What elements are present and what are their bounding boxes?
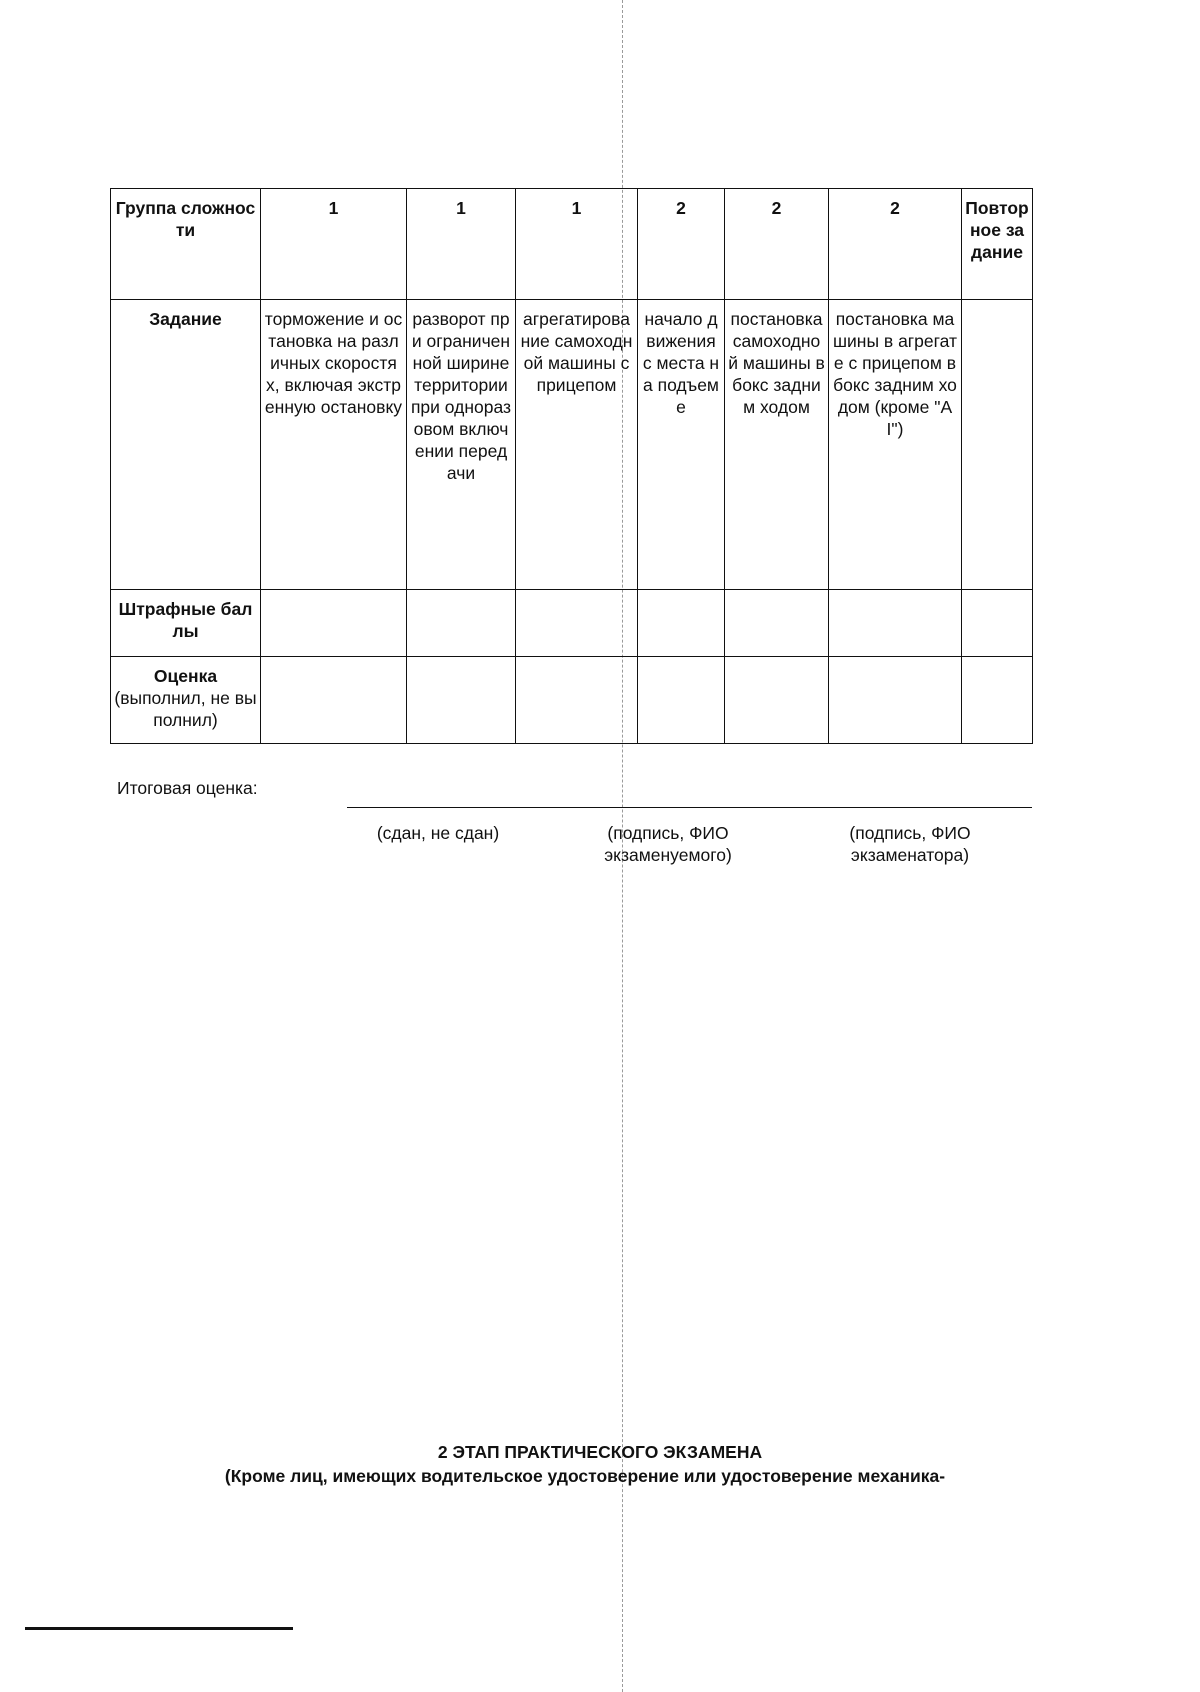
- grade-cell: [962, 657, 1033, 744]
- stage2-subtitle: (Кроме лиц, имеющих водительское удостоверение или удостоверение механика-: [224, 1466, 946, 1486]
- task-cell-6: постановка машины в агрегате с прицепом в бокс задним ходом (кроме "AI"): [829, 300, 962, 590]
- examiner-signature-caption: (подпись, ФИО экзаменатора): [849, 823, 971, 865]
- grade-label-note: (выполнил, не выполнил): [114, 688, 257, 730]
- penalty-cell: [638, 590, 725, 657]
- final-grade-label: Итоговая оценка:: [117, 778, 258, 798]
- stage2-title: 2 ЭТАП ПРАКТИЧЕСКОГО ЭКЗАМЕНА: [437, 1442, 763, 1462]
- result-caption: (сдан, не сдан): [376, 823, 500, 843]
- group-cell-2: 1: [407, 189, 516, 300]
- exam-table: [110, 188, 1033, 744]
- penalty-cell: [962, 590, 1033, 657]
- task-cell-2: разворот при ограниченной ширине территории при одноразовом включении передачи: [407, 300, 516, 590]
- penalty-cell: [725, 590, 829, 657]
- grade-cell: [261, 657, 407, 744]
- complexity-group-row: [111, 189, 1033, 300]
- signature-line: [347, 807, 1032, 808]
- task-cell-1: торможение и остановка на различных скоростях, включая экстренную остановку: [261, 300, 407, 590]
- task-cell-4: начало движения с места на подъеме: [638, 300, 725, 590]
- penalty-cell: [516, 590, 638, 657]
- task-cell-3: агрегатирование самоходной машины с прицепом: [516, 300, 638, 590]
- group-cell-3: 1: [516, 189, 638, 300]
- group-cell-6: 2: [829, 189, 962, 300]
- penalty-cell: [261, 590, 407, 657]
- penalty-label: Штрафные баллы: [111, 590, 261, 657]
- repeat-task-header: Повторное задание: [962, 189, 1033, 300]
- examinee-signature-caption: (подпись, ФИО экзаменуемого): [604, 823, 732, 865]
- group-cell-5: 2: [725, 189, 829, 300]
- penalty-cell: [829, 590, 962, 657]
- complexity-group-label: Группа сложности: [111, 189, 261, 300]
- group-cell-4: 2: [638, 189, 725, 300]
- grade-cell: [638, 657, 725, 744]
- group-cell-1: 1: [261, 189, 407, 300]
- grade-label: Оценка: [153, 666, 218, 686]
- grade-row: [111, 657, 1033, 744]
- footnote-rule: [25, 1627, 293, 1630]
- task-cell-5: постановка самоходной машины в бокс задним ходом: [725, 300, 829, 590]
- grade-label-cell: [111, 657, 261, 744]
- grade-cell: [725, 657, 829, 744]
- task-label: Задание: [111, 300, 261, 590]
- grade-cell: [829, 657, 962, 744]
- grade-cell: [407, 657, 516, 744]
- task-row: [111, 300, 1033, 590]
- task-cell-repeat: [962, 300, 1033, 590]
- penalty-cell: [407, 590, 516, 657]
- penalty-row: [111, 590, 1033, 657]
- grade-cell: [516, 657, 638, 744]
